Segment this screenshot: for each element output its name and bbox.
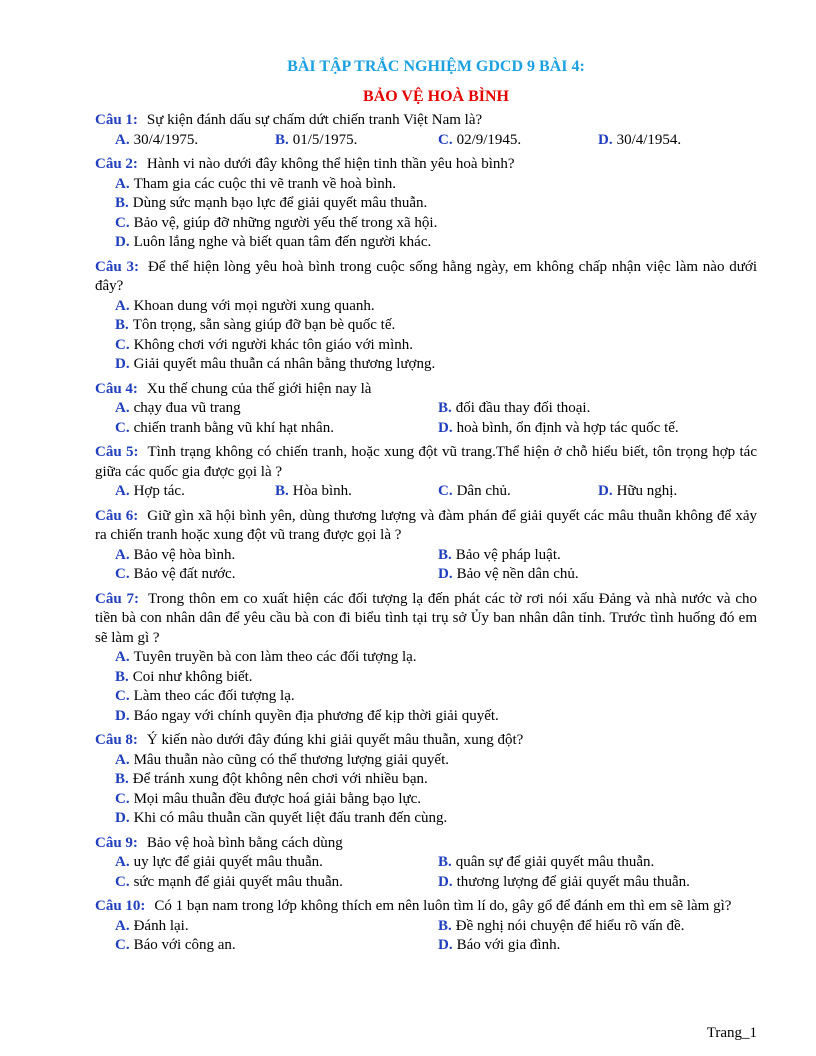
question-9 [95,834,757,893]
option-label: C. [115,419,130,436]
answer-options [115,853,757,892]
option-label: A. [115,751,130,768]
question-stem: Sự kiện đánh dấu sự chấm dứt chiến tranh Việt Nam là? [146,112,483,128]
option-label: A. [115,175,130,192]
option-text: Không chơi với người khác tôn giáo với mình. [133,336,414,353]
option-text: Bảo vệ hòa bình. [133,546,236,563]
option-label: B. [438,854,452,870]
option-label: A. [115,649,130,665]
option-label: C. [115,214,130,231]
question-text [95,507,757,546]
option-label: D. [115,356,130,372]
option-text: sức mạnh để giải quyết mâu thuẫn. [133,873,343,890]
option-label: D. [438,873,453,890]
answer-option-c [115,565,438,585]
answer-options [115,546,757,585]
option-label: D. [598,483,613,499]
option-label: B. [438,400,452,416]
answer-option-d [438,565,757,585]
answer-options [115,648,757,726]
option-label: B. [115,668,129,685]
question-text [95,258,757,297]
option-label: C. [115,688,130,704]
question-number: Câu 6: [95,507,139,524]
option-text: 02/9/1945. [456,131,522,148]
option-text: Tham gia các cuộc thi vẽ tranh về hoà bình. [133,175,396,192]
option-label: C. [115,937,130,953]
option-label: D. [115,810,130,826]
question-stem: Giữ gìn xã hội bình yên, dùng thương lượng và đàm phán để giải quyết các mâu thuẫn không để xảy ra chiến tranh hoặc xung đột vũ trang được gọi là ? [95,507,757,543]
answer-options [115,399,757,438]
option-label: C. [115,790,130,807]
question-number: Câu 2: [95,156,138,172]
question-6 [95,507,757,585]
option-label: D. [598,131,613,148]
option-text: Bảo vệ pháp luật. [455,546,561,563]
question-stem: Tình trạng không có chiến tranh, hoặc xung đột vũ trang.Thể hiện ở chỗ hiểu biết, tôn trọng hợp tác giữa các quốc gia được gọi là ? [95,444,757,480]
option-text: Hợp tác. [133,483,185,499]
option-label: C. [115,873,130,890]
option-text: Dùng sức mạnh bạo lực để giải quyết mâu thuẫn. [132,195,428,211]
option-label: D. [115,707,130,724]
option-text: 30/4/1954. [616,131,682,148]
answer-option-a [115,648,757,668]
option-label: A. [115,854,130,870]
answer-option-d [115,707,757,727]
answer-option-d [115,233,757,253]
option-text: Bảo vệ nền dân chủ. [456,566,579,582]
option-label: D. [115,234,130,250]
question-5 [95,443,757,502]
option-text: Làm theo các đối tượng lạ. [133,688,295,704]
answer-option-b [115,770,757,790]
question-2 [95,155,757,253]
question-number: Câu 5: [95,444,139,460]
question-number: Câu 1: [95,112,138,128]
option-text: quân sự để giải quyết mâu thuẫn. [455,854,655,870]
option-text: Bảo vệ đất nước. [133,566,236,582]
option-label: B. [115,317,129,333]
answer-option-b [438,546,757,566]
option-text: Đề nghị nói chuyện để hiểu rõ vấn đề. [455,917,685,934]
answer-option-d [438,419,757,439]
option-text: 01/5/1975. [292,131,358,148]
answer-options [115,131,757,151]
answer-option-a [115,482,275,502]
option-label: A. [115,483,130,499]
answer-option-b [438,917,757,937]
option-text: Hòa bình. [292,483,352,499]
option-label: B. [438,917,452,934]
option-label: C. [115,336,130,353]
question-1 [95,111,757,150]
answer-option-d [438,936,757,956]
document-body [95,56,757,956]
question-text [95,834,757,854]
option-text: Khi có mâu thuẫn cần quyết liệt đấu tranh đến cùng. [133,810,448,826]
question-number: Câu 8: [95,732,138,748]
option-text: Báo với gia đình. [456,937,561,953]
answer-option-b [115,194,757,214]
option-text: thương lượng để giải quyết mâu thuẫn. [456,873,690,890]
option-text: Khoan dung với mọi người xung quanh. [133,297,375,314]
question-stem: Để thể hiện lòng yêu hoà bình trong cuộc sống hằng ngày, em không chấp nhận việc làm nào dưới đây? [95,258,757,294]
option-text: Coi như không biết. [132,668,253,685]
answer-option-a [115,131,275,151]
option-text: uy lực để giải quyết mâu thuẫn. [133,854,323,870]
answer-option-d [115,809,757,829]
option-label: C. [115,566,130,582]
option-label: A. [115,131,130,148]
option-label: B. [115,771,129,787]
answer-option-d [115,355,757,375]
document-subtitle: BẢO VỆ HOÀ BÌNH [363,88,509,105]
option-text: hoà bình, ổn định và hợp tác quốc tế. [456,419,679,436]
question-text [95,111,757,131]
option-text: Để tránh xung đột không nên chơi với nhiều bạn. [132,771,428,787]
answer-option-a [115,917,438,937]
question-stem: Có 1 bạn nam trong lớp không thích em nên luôn tìm lí do, gây gổ để đánh em thì em sẽ làm gì? [154,898,732,914]
option-text: 30/4/1975. [133,131,199,148]
option-label: B. [115,195,129,211]
question-number: Câu 10: [95,898,146,914]
option-text: đối đầu thay đối thoại. [455,400,591,416]
answer-option-a [115,175,757,195]
question-stem: Bảo vệ hoà bình bằng cách dùng [146,834,343,851]
answer-option-a [115,751,757,771]
question-text [95,380,757,400]
option-label: A. [115,297,130,314]
question-list [95,111,757,956]
option-text: Luôn lắng nghe và biết quan tâm đến người khác. [133,234,432,250]
document-title: BÀI TẬP TRẮC NGHIỆM GDCD 9 BÀI 4: [287,58,585,75]
answer-option-c [438,482,598,502]
option-text: Tôn trọng, sẵn sàng giúp đỡ bạn bè quốc tế. [132,317,396,333]
question-text [95,443,757,482]
question-text [95,897,757,917]
question-stem: Hành vi nào dưới đây không thể hiện tinh thần yêu hoà bình? [146,156,515,172]
answer-option-c [115,687,757,707]
answer-option-b [275,482,438,502]
question-8 [95,731,757,829]
answer-option-c [115,936,438,956]
option-text: Tuyên truyền bà con làm theo các đối tượng lạ. [133,649,417,665]
question-10 [95,897,757,956]
option-label: A. [115,546,130,563]
option-label: B. [275,483,289,499]
option-text: Mâu thuẫn nào cũng có thể thương lượng giải quyết. [133,751,449,768]
answer-option-b [275,131,438,151]
answer-option-c [115,214,757,234]
answer-option-c [115,873,438,893]
option-text: Mọi mâu thuẫn đều được hoá giải bằng bạo lực. [133,790,422,807]
question-4 [95,380,757,439]
option-label: D. [438,566,453,582]
answer-options [115,175,757,253]
question-number: Câu 4: [95,380,138,397]
answer-option-c [115,336,757,356]
answer-options [115,482,757,502]
answer-option-a [115,399,438,419]
option-text: Hữu nghị. [616,483,678,499]
option-label: D. [438,937,453,953]
question-number: Câu 7: [95,590,139,607]
answer-option-b [438,853,757,873]
option-text: Giải quyết mâu thuẫn cá nhân bằng thương lượng. [133,356,436,372]
answer-option-b [438,399,757,419]
question-stem: Ý kiến nào dưới đây đúng khi giải quyết mâu thuẫn, xung đột? [146,732,524,748]
answer-option-c [115,419,438,439]
option-text: Dân chủ. [456,483,511,499]
option-label: B. [275,131,289,148]
option-text: Báo với công an. [133,937,236,953]
answer-options [115,751,757,829]
option-label: B. [438,546,452,563]
question-7 [95,590,757,727]
option-label: C. [438,483,453,499]
answer-option-c [115,790,757,810]
question-text [95,155,757,175]
option-label: D. [438,419,453,436]
answer-option-a [115,853,438,873]
option-text: Đánh lại. [133,917,189,934]
answer-option-c [438,131,598,151]
answer-option-a [115,546,438,566]
question-number: Câu 9: [95,834,138,851]
page-number: Trang_1 [706,1025,757,1041]
answer-options [115,297,757,375]
answer-option-b [115,316,757,336]
option-text: Bảo vệ, giúp đỡ những người yếu thế trong xã hội. [133,214,438,231]
question-stem: Trong thôn em co xuất hiện các đối tượng lạ đến phát các tờ rơi nói xấu Đảng và nhà nước và cho tiền bà con nhân dân để yêu cầu bà con đi biểu tình tại trụ sở Ủy ban nhân dân tỉnh. Trước tình huống đó em sẽ làm gì ? [95,590,757,646]
question-text [95,731,757,751]
answer-option-b [115,668,757,688]
option-label: C. [438,131,453,148]
option-text: Báo ngay với chính quyền địa phương để kịp thời giải quyết. [133,707,499,724]
answer-option-a [115,297,757,317]
option-text: chạy đua vũ trang [133,400,241,416]
question-number: Câu 3: [95,258,139,275]
question-stem: Xu thế chung của thế giới hiện nay là [146,380,372,397]
answer-option-d [598,131,757,151]
question-3 [95,258,757,375]
answer-option-d [598,482,757,502]
option-label: A. [115,917,130,934]
option-label: A. [115,400,130,416]
question-text [95,590,757,649]
option-text: chiến tranh bằng vũ khí hạt nhân. [133,419,334,436]
answer-options [115,917,757,956]
answer-option-d [438,873,757,893]
